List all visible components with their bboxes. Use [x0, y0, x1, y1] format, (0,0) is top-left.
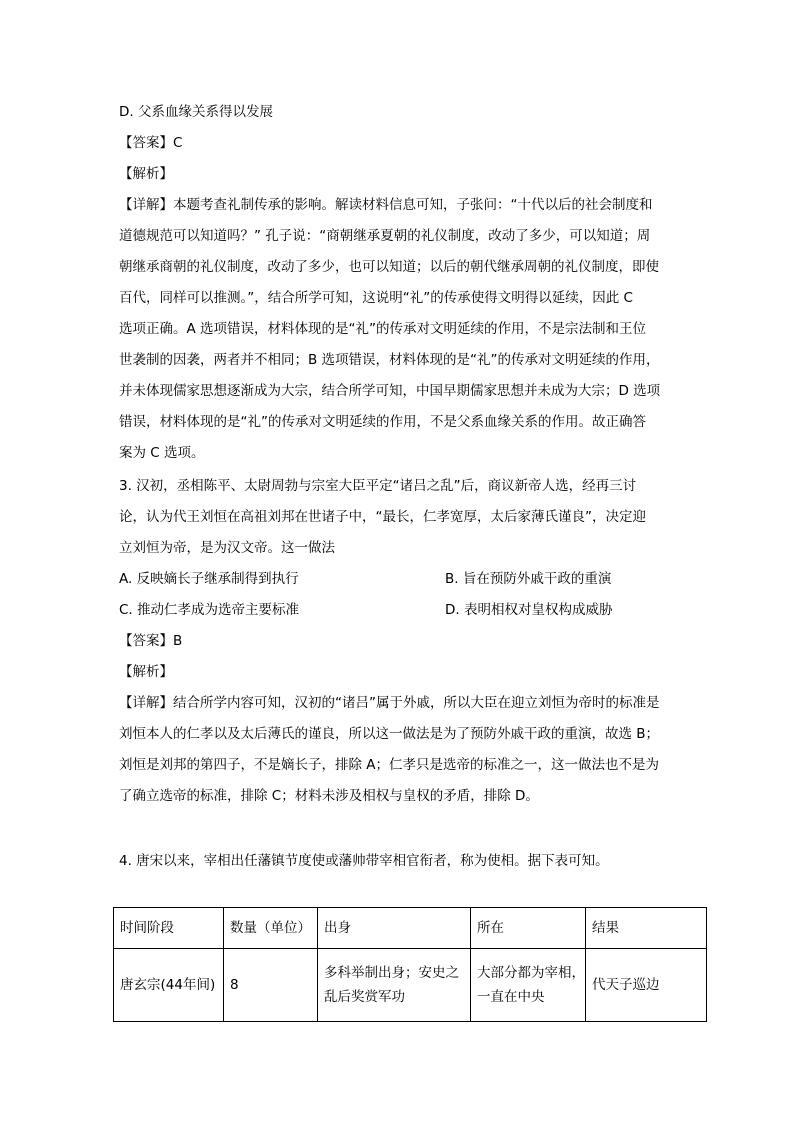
q3-explanation-line: 刘恒是刘邦的第四子，不是嫡长子，排除 A；仁孝只是选帝的标准之一，这一做法也不是为 — [119, 757, 660, 773]
cell-text-line: 大部分都为宰相， — [477, 965, 585, 981]
table-row — [114, 949, 707, 1022]
q2-analysis-heading: 【解析】 — [119, 166, 173, 182]
q2-explanation-line: 错误，材料体现的是“礼”的传承对文明延续的作用，不是父系血缘关系的作用。故正确答 — [119, 414, 646, 430]
q2-explanation-line: 选项正确。A 选项错误，材料体现的是“礼”的传承对文明延续的作用，不是宗法制和王位 — [119, 321, 647, 337]
q2-explanation-line: 案为 C 选项。 — [119, 445, 205, 461]
q4-stem: 4. 唐宋以来，宰相出任藩镇节度使或藩帅带宰相官衔者，称为使相。据下表可知。 — [119, 853, 609, 869]
table-header-cell: 结果 — [586, 908, 707, 949]
q3-answer: 【答案】B — [119, 633, 183, 649]
table-cell-origin — [318, 949, 471, 1022]
table-cell-location — [471, 949, 586, 1022]
q2-explanation-line: 百代，同样可以推测。”，结合所学可知，这说明“礼”的传承使得文明得以延续，因此 C — [119, 290, 633, 306]
q2-option-d: D. 父系血缘关系得以发展 — [119, 104, 273, 120]
cell-text-line: 乱后奖赏军功 — [324, 989, 405, 1005]
cell-text-line: 多科举制出身；安史之 — [324, 965, 459, 981]
table-header-cell: 数量（单位） — [224, 908, 318, 949]
q3-explanation-line: 刘恒本人的仁孝以及太后薄氏的谨良，所以这一做法是为了预防外戚干政的重演，故选 B； — [119, 726, 660, 742]
table-cell-count: 8 — [224, 949, 318, 1022]
q3-option-a: A. 反映嫡长子继承制得到执行 — [119, 571, 299, 587]
q2-answer: 【答案】C — [119, 135, 183, 151]
table-cell-result: 代天子巡边 — [586, 949, 707, 1022]
q3-stem-line: 3. 汉初，丞相陈平、太尉周勃与宗室大臣平定“诸吕之乱”后，商议新帝人选，经再三讨 — [119, 478, 637, 494]
q2-explanation-line: 【详解】本题考查礼制传承的影响。解读材料信息可知，子张问：“十代以后的社会制度和 — [119, 197, 653, 213]
q3-stem-line: 论，认为代王刘恒在高祖刘邦在世诸子中，“最长，仁孝宽厚，太后家薄氏谨良”，决定迎 — [119, 509, 646, 525]
table-header-cell: 时间阶段 — [114, 908, 224, 949]
q3-explanation-line: 了确立选帝的标准，排除 C；材料未涉及相权与皇权的矛盾，排除 D。 — [119, 788, 539, 804]
q3-analysis-heading: 【解析】 — [119, 664, 173, 680]
q2-explanation-line: 道德规范可以知道吗？” 孔子说：“商朝继承夏朝的礼仪制度，改动了多少，可以知道；周 — [119, 228, 651, 244]
cell-text-line: 一直在中央 — [477, 989, 545, 1005]
q3-stem-line: 立刘恒为帝，是为汉文帝。这一做法 — [119, 540, 335, 556]
q3-option-c: C. 推动仁孝成为选帝主要标准 — [119, 602, 300, 618]
q2-explanation-line: 朝继承商朝的礼仪制度，改动了多少，也可以知道；以后的朝代继承周朝的礼仪制度，即使 — [119, 259, 659, 275]
table-header-cell: 所在 — [471, 908, 586, 949]
table-header-row — [114, 908, 707, 949]
q2-explanation-line: 世袭制的因袭，两者并不相同；B 选项错误，材料体现的是“礼”的传承对文明延续的作用， — [119, 352, 660, 368]
table-header-cell: 出身 — [318, 908, 471, 949]
q3-option-b: B. 旨在预防外戚干政的重演 — [445, 571, 612, 587]
q2-explanation-line: 并未体现儒家思想逐渐成为大宗，结合所学可知，中国早期儒家思想并未成为大宗；D 选项 — [119, 383, 661, 399]
q3-explanation-line: 【详解】结合所学内容可知，汉初的“诸吕”属于外戚，所以大臣在迎立刘恒为帝时的标准是 — [119, 695, 660, 711]
q4-table — [113, 907, 707, 1022]
q3-option-d: D. 表明相权对皇权构成威胁 — [445, 602, 613, 618]
table-cell-period: 唐玄宗(44年间) — [114, 949, 224, 1022]
